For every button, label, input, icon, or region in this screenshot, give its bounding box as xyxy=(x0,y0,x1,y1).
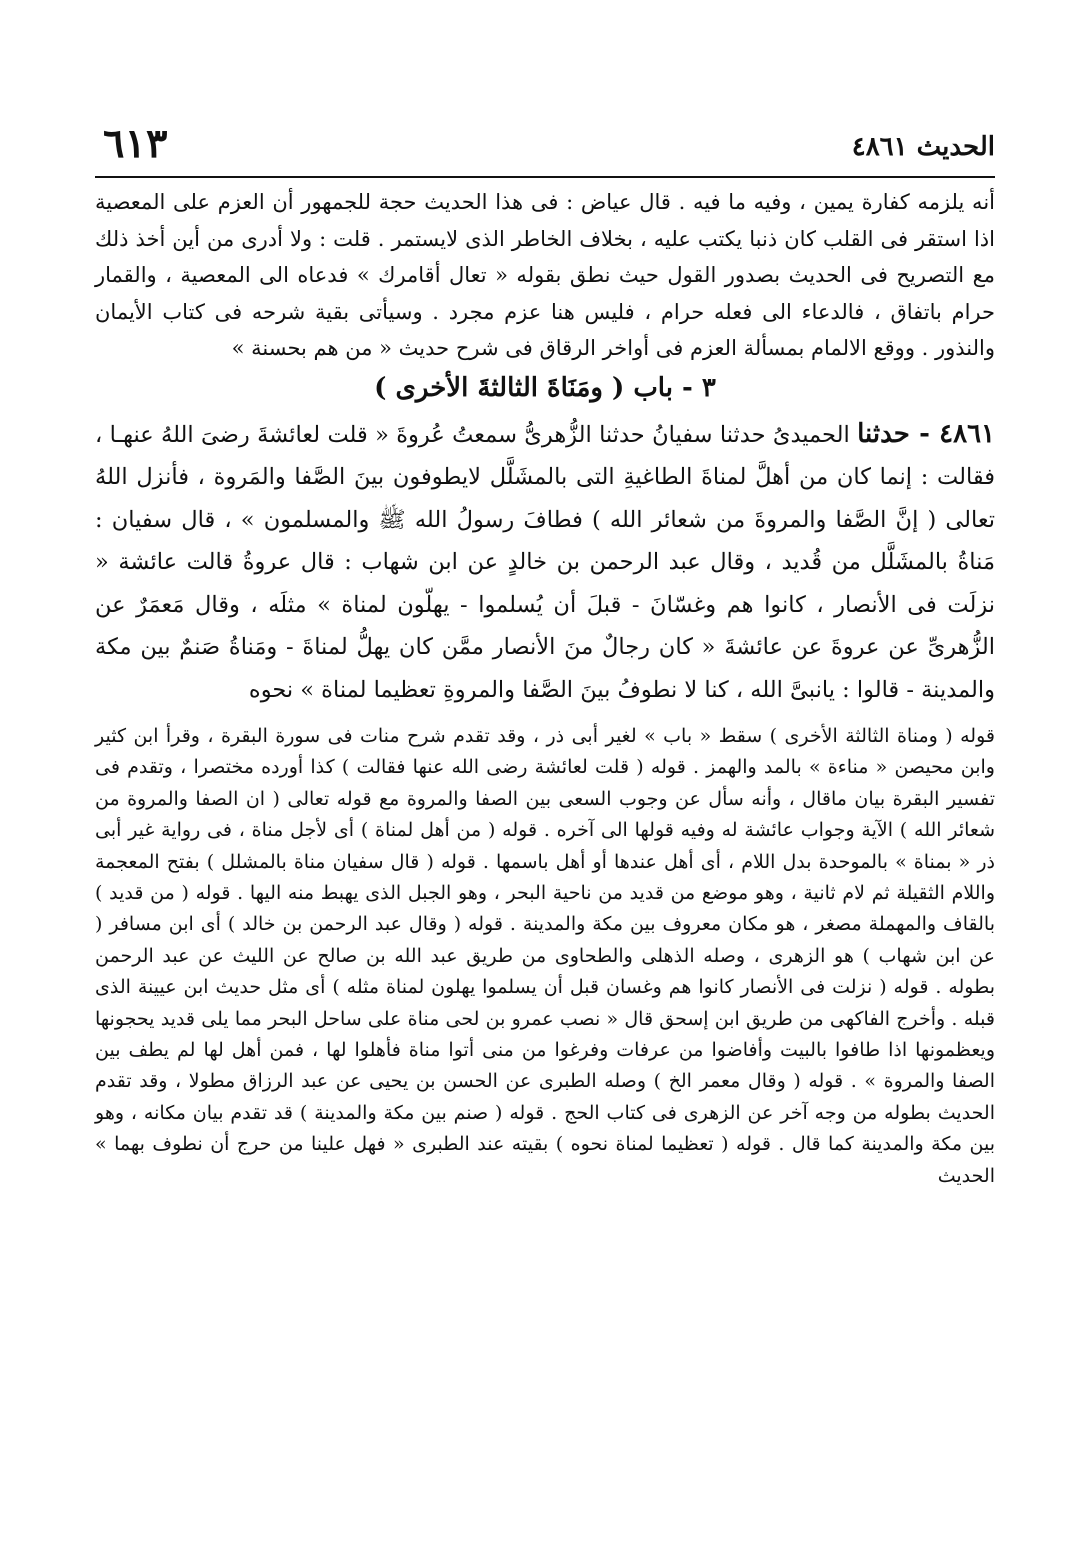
commentary-paragraph: قوله ( ومناة الثالثة الأخرى ) سقط « باب » لغير أبى ذر ، وقد تقدم شرح منات فى سورة البقرة ، وقرأ ابن كثير وابن محيصن « مناءة » بالمد والهمز . قوله ( قلت لعائشة رضى الله عنها فقالت ) كذا أورده مختصرا ، وتقدم فى تفسير البقرة بيان ماقال ، وأنه سأل عن وجوب السعى بين الصفا والمروة مع قوله تعالى ( ان الصفا والمروة من شعائر الله ) الآية وجواب عائشة له وفيه قولها الى آخره . قوله ( من أهل لمناة ) أى لأجل مناة ، فى رواية غير أبى ذر « بمناة » بالموحدة بدل اللام ، أى أهل عندها أو أهل باسمها . قوله ( قال سفيان مناة بالمشلل ) بفتح المعجمة واللام الثقيلة ثم لام ثانية ، وهو موضع من قديد من ناحية البحر ، وهو الجبل الذى يهبط منه اليها . قوله ( من قديد ) بالقاف والمهملة مصغر ، هو مكان معروف بين مكة والمدينة . قوله ( وقال عبد الرحمن بن خالد ) أى ابن مسافر ( عن ابن شهاب ) هو الزهرى ، وصله الذهلى والطحاوى من طريق عبد الله بن صالح عن الليث عن عبد الرحمن بطوله . قوله ( نزلت فى الأنصار كانوا هم وغسان قبل أن يسلموا يهلون لمناة مثله ) أى مثل حديث ابن عيينة الذى قبله . وأخرج الفاكهى من طريق ابن إسحق قال « نصب عمرو بن لحى مناة على ساحل البحر مما يلى قديد يحجونها ويعظمونها اذا طافوا بالبيت وأفاضوا من عرفات وفرغوا من منى أتوا مناة فأهلوا لها ، فمن أهل لها لم يطف بين الصفا والمروة » . قوله ( وقال معمر الخ ) وصله الطبرى عن الحسن بن يحيى عن عبد الرزاق مطولا ، وقد تقدم الحديث بطوله من وجه آخر عن الزهرى فى كتاب الحج . قوله ( صنم بين مكة والمدينة ) قد تقدم بيان مكانه ، وهو بين مكة والمدينة كما قال . قوله ( تعظيما لمناة نحوه ) بقيته عند الطبرى « فهل علينا من حرج أن نطوف بهما » الحديث xyxy=(95,725,995,1187)
page-body xyxy=(95,184,995,1192)
header-rule xyxy=(95,176,995,178)
hadith-paragraph xyxy=(95,413,995,712)
page-header xyxy=(95,118,995,174)
hadith-number: ٤٨٦١ - حدثنا xyxy=(857,418,995,449)
running-head: الحديث ٤٨٦١ xyxy=(851,132,995,162)
hadith-text: الحميدىُ حدثنا سفيانُ حدثنا الزُّهرىُّ سمعتُ عُروةَ « قلت لعائشةَ رضىَ اللهُ عنهـا ، فقالت : إنما كان من أهلَّ لمناةَ الطاغيةِ التى بالمشَلَّل لايطوفون بينَ الصَّفا والمَروة ، فأنزل اللهُ تعالى ( إنَّ الصَّفا والمروةَ من شعائر الله ) فطافَ رسولُ الله ﷺ والمسلمون » ، قال سفيان : مَناةُ بالمشَلَّل من قُديد ، وقال عبد الرحمن بن خالدٍ عن ابن شهاب : قال عروةُ قالت عائشة « نزلَت فى الأنصار ، كانوا هم وغسّانَ - قبلَ أن يُسلموا - يهلّون لمناة » مثلَه ، وقال مَعمَرٌ عن الزُّهرىِّ عن عروةَ عن عائشةَ « كان رجالٌ منَ الأنصار ممَّن كان يهلُّ لمناةَ - ومَناةُ صَنمٌ بين مكة والمدينة - قالوا : يانبىَّ الله ، كنا لا نطوفُ بينَ الصَّفا والمروةِ تعظيما لمناة » نحوه xyxy=(95,421,995,703)
intro-paragraph: أنه يلزمه كفارة يمين ، وفيه ما فيه . قال عياض : فى هذا الحديث حجة للجمهور أن العزم على المعصية اذا استقر فى القلب كان ذنبا يكتب عليه ، بخلاف الخاطر الذى لايستمر . قلت : ولا أدرى من أين أخذ ذلك مع التصريح فى الحديث بصدور القول حيث نطق بقوله « تعال أقامرك » فدعاه الى المعصية ، والقمار حرام باتفاق ، فالدعاء الى فعله حرام ، فليس هنا عزم مجرد . وسيأتى بقية شرحه فى كتاب الأيمان والنذور . ووقع الالمام بمسألة العزم فى أواخر الرقاق فى شرح حديث « من هم بحسنة » xyxy=(95,190,995,360)
book-page xyxy=(95,118,995,1187)
page-number: ٦١٣ xyxy=(103,120,168,167)
chapter-heading: ٣ - باب ( ومَنَاةَ الثالثةَ الأخرى ) xyxy=(374,372,716,403)
